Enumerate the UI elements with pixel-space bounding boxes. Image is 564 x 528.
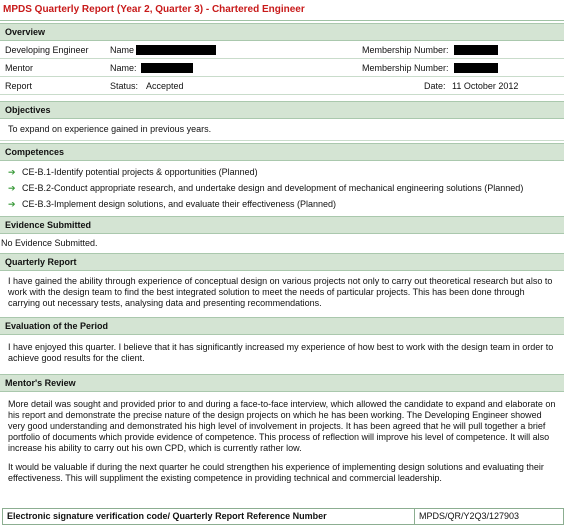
arrow-right-icon: ➔	[8, 198, 16, 209]
membership-value	[454, 44, 498, 55]
evaluation-heading: Evaluation of the Period	[0, 317, 564, 335]
mentor-review-p1: More detail was sought and provided prior to and during a face-to-face interview, which allowed the candidate to expand and elaborate on his report and demonstrate the precise nature of the design projects on which he has been working. The Developing Engineer showed very good understanding and demonstrated his high level of involvement in projects. It has been agreed that he will pull together a brief portfolio of documents which provide evidence of competence. This process of reflection will improve his level of competence. It will also increase his ability to carry out his own CPD, which is currently rather low.	[8, 399, 556, 453]
role-label: Report	[5, 80, 33, 91]
competence-text: CE-B.1-Identify potential projects & opportunities (Planned)	[22, 167, 258, 177]
quarterly-heading: Quarterly Report	[0, 253, 564, 271]
membership-value	[454, 62, 498, 73]
quarterly-text: I have gained the ability through experience of conceptual design on various projects not only to carry out theoretical research but also to work with the design team to find the best integrated solution to meet the needs of particular projects. This has been done through carrying out necessary tests, analysing data and presenting recommendations.	[8, 276, 553, 308]
redacted-membership	[454, 63, 498, 73]
overview-row-engineer	[0, 41, 564, 59]
overview-row-mentor	[0, 59, 564, 77]
arrow-right-icon: ➔	[8, 166, 16, 177]
redacted-membership	[454, 45, 498, 55]
membership-label: Membership Number:	[362, 62, 449, 73]
mentor-review-heading: Mentor's Review	[0, 374, 564, 392]
objectives-text: To expand on experience gained in previous years.	[0, 119, 564, 141]
reference-label: Electronic signature verification code/ Quarterly Report Reference Number	[3, 509, 415, 524]
name-value	[136, 62, 362, 73]
objectives-heading: Objectives	[0, 101, 564, 119]
evidence-text: No Evidence Submitted.	[1, 238, 98, 248]
date-value: 11 October 2012	[452, 80, 519, 91]
overview-row-report	[0, 77, 564, 95]
status-label: Status:	[110, 80, 139, 91]
status-value: Accepted	[146, 80, 184, 91]
evaluation-text: I have enjoyed this quarter. I believe that it has significantly increased my experience of how best to work with the design team in order to achieve good results for the client.	[8, 342, 554, 363]
reference-footer	[2, 508, 564, 525]
redacted-name	[141, 63, 193, 73]
mentor-review-p2: It would be valuable if during the next quarter he could strengthen his experience of implementing design solutions and evaluating their effectiveness. This will suppliment the existing competence in providing technical and commercial leadership.	[8, 462, 544, 483]
list-item	[0, 164, 564, 180]
arrow-right-icon: ➔	[8, 182, 16, 193]
role-label: Developing Engineer	[5, 44, 89, 55]
name-label: Name	[110, 44, 135, 55]
overview-heading: Overview	[0, 23, 564, 41]
competence-text: CE-B.2-Conduct appropriate research, and undertake design and development of mechanical engineering solutions (Planned)	[22, 183, 524, 193]
membership-label: Membership Number:	[362, 44, 449, 55]
competences-heading: Competences	[0, 143, 564, 161]
redacted-name	[136, 45, 216, 55]
evidence-heading: Evidence Submitted	[0, 216, 564, 234]
role-label: Mentor	[5, 62, 34, 73]
page-title: MPDS Quarterly Report (Year 2, Quarter 3) - Chartered Engineer	[0, 0, 564, 21]
competences-list	[0, 161, 564, 214]
date-label: Date:	[424, 80, 446, 91]
competence-text: CE-B.3-Implement design solutions, and evaluate their effectiveness (Planned)	[22, 199, 337, 209]
reference-number: MPDS/QR/Y2Q3/127903	[419, 511, 520, 521]
name-value	[136, 44, 362, 55]
name-label: Name:	[110, 62, 137, 73]
list-item	[0, 180, 564, 196]
list-item	[0, 196, 564, 212]
